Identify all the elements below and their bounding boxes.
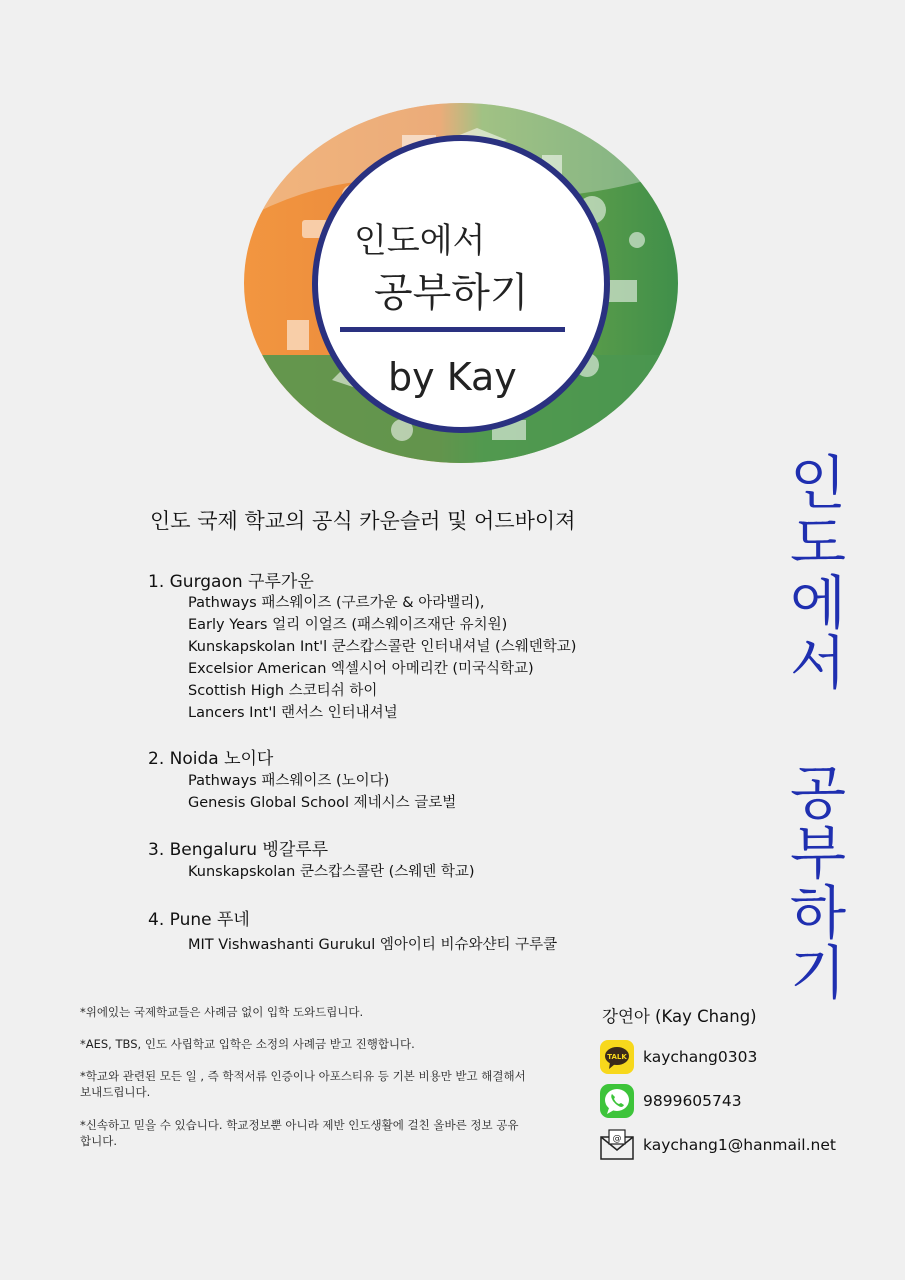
kakao-badge-text: TALK — [607, 1053, 627, 1061]
kakao-id: kaychang0303 — [643, 1048, 758, 1066]
phone-contact[interactable] — [600, 1083, 742, 1119]
email-address: kaychang1@hanmail.net — [643, 1136, 836, 1154]
school-item: Scottish High 스코티쉬 하이 — [188, 683, 378, 699]
school-item: Pathways 패스웨이즈 (구르가운 & 아라밸리), — [188, 595, 485, 611]
school-item: Genesis Global School 제네시스 글로벌 — [188, 795, 457, 811]
phone-icon — [600, 1084, 634, 1118]
school-item: Kunskapskolan 쿤스캅스콜란 (스웨덴 학교) — [188, 864, 475, 880]
headline: 인도 국제 학교의 공식 카운슬러 및 어드바이져 — [150, 509, 576, 533]
contact-name: 강연아 (Kay Chang) — [602, 1007, 757, 1026]
logo-divider — [340, 327, 565, 332]
city-heading: 3. Bengaluru 벵갈루루 — [148, 840, 329, 860]
logo-line1: 인도에서 — [354, 221, 486, 261]
logo — [242, 100, 680, 465]
note-item: *위에있는 국제학교들은 사례금 없이 입학 도와드립니다. — [80, 1005, 364, 1019]
logo-line2: 공부하기 — [374, 270, 529, 316]
side-title: 인도에서 공부하기 — [779, 452, 847, 1002]
school-item: MIT Vishwashanti Gurukul 엠아이티 비슈와샨티 구루쿨 — [188, 937, 558, 953]
svg-text:@: @ — [612, 1134, 622, 1144]
city-heading: 1. Gurgaon 구루가운 — [148, 572, 314, 592]
kakao-contact[interactable] — [600, 1039, 757, 1075]
city-heading: 4. Pune 푸네 — [148, 910, 250, 930]
note-item: *학교와 관련된 모든 일 , 즉 학적서류 인증이나 아포스티유 등 기본 비용만 받고 해결해서 보내드립니다. — [80, 1069, 526, 1099]
school-item: Excelsior American 엑셀시어 아메리칸 (미국식학교) — [188, 661, 534, 677]
phone-number: 9899605743 — [643, 1092, 742, 1110]
kakaotalk-icon — [600, 1040, 634, 1074]
email-contact[interactable] — [600, 1127, 836, 1163]
note-item: *신속하고 믿을 수 있습니다. 학교정보뿐 아니라 제반 인도생활에 걸친 올바른 정보 공유합니다. — [80, 1118, 519, 1148]
city-heading: 2. Noida 노이다 — [148, 749, 274, 769]
email-icon — [600, 1128, 634, 1162]
school-item: Lancers Int'l 랜서스 인터내셔널 — [188, 705, 398, 721]
school-item: Pathways 패스웨이즈 (노이다) — [188, 773, 390, 789]
school-item: Kunskapskolan Int'l 쿤스캅스콜란 인터내셔널 (스웨덴학교) — [188, 639, 577, 655]
logo-line3: by Kay — [388, 355, 517, 399]
school-item: Early Years 얼리 이얼즈 (패스웨이즈재단 유치원) — [188, 617, 508, 633]
note-item: *AES, TBS, 인도 사립학교 입학은 소정의 사례금 받고 진행합니다. — [80, 1037, 415, 1051]
